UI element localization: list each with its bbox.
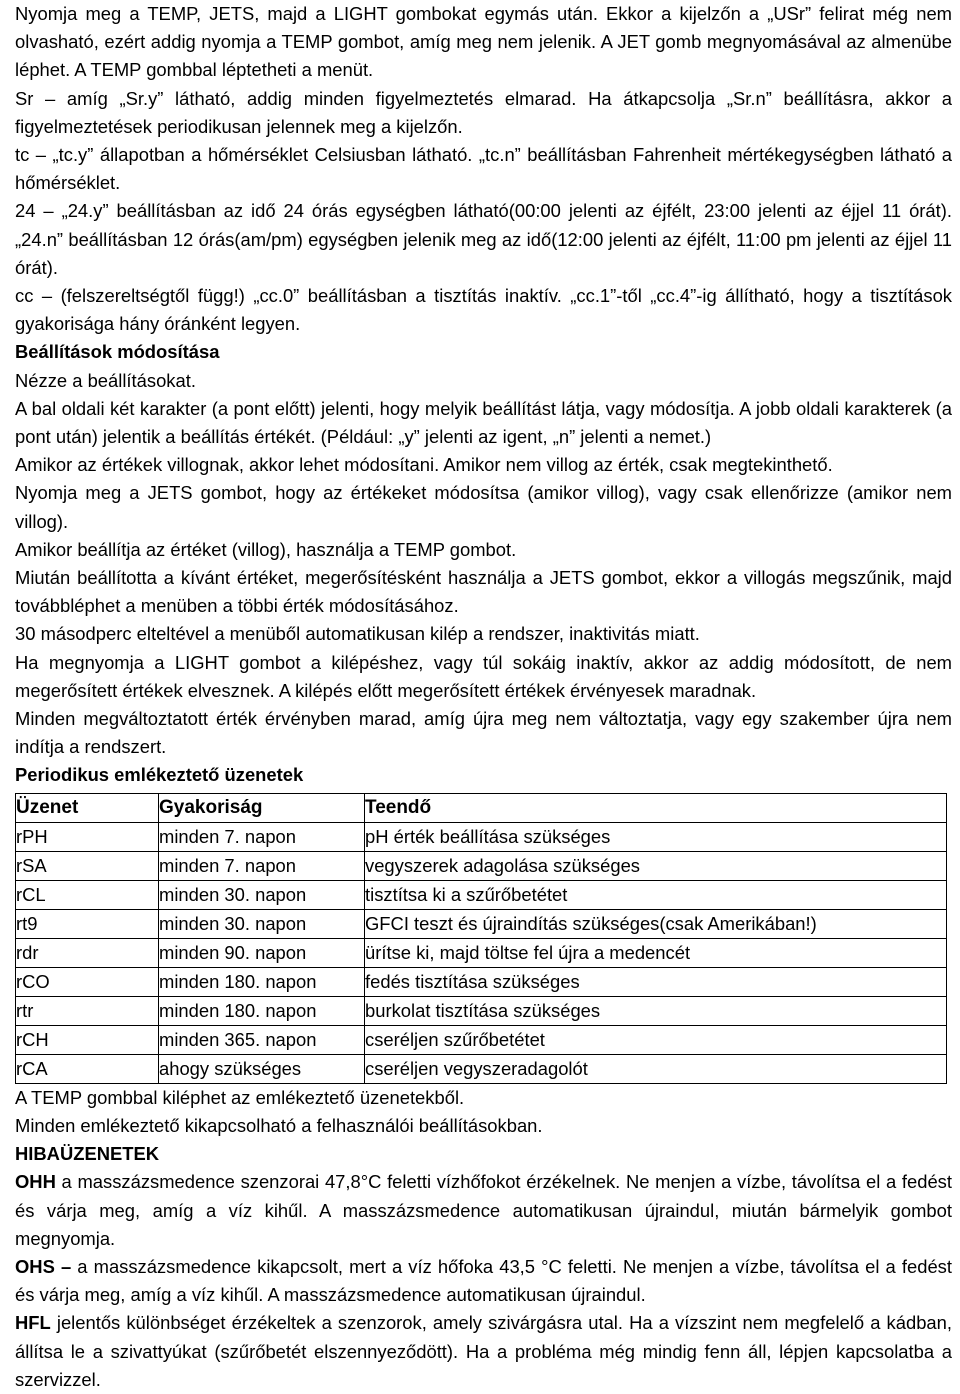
settings-paragraph: Ha megnyomja a LIGHT gombot a kilépéshez, vagy túl sokáig inaktív, akkor az addig módosított, de nem megerősített értékek elvesznek. A kilépés előtt megerősített értékek érvényesek maradnak. bbox=[15, 651, 952, 701]
setting-sr-paragraph: Sr – amíg „Sr.y” látható, addig minden figyelmeztetés elmarad. Ha átkapcsolja „Sr.n” beállításra, akkor a figyelmeztetések periodikusan jelennek meg a kijelzőn. bbox=[15, 87, 952, 137]
message-code: rPH bbox=[16, 822, 159, 851]
error-hfl-text: jelentős különbséget érzékeltek a szenzorok, amely szivárgásra utal. Ha a vízszint nem megfelelő a kádban, állítsa le a szivattyúkat (szűrőbetét elszennyeződött). Ha a probléma még mindig fenn áll, lépjen kapcsolatba a szervizzel. bbox=[15, 1312, 952, 1390]
settings-paragraph: Amikor az értékek villognak, akkor lehet módosítani. Amikor nem villog az érték, csak megtekinthető. bbox=[15, 454, 833, 476]
reminders-table bbox=[15, 793, 947, 1084]
error-ohs-paragraph bbox=[15, 1253, 952, 1309]
error-code-ohs: OHS – bbox=[15, 1255, 72, 1277]
settings-paragraph: Minden megváltoztatott érték érvényben marad, amíg újra meg nem változtatja, vagy egy szakember újra nem indítja a rendszert. bbox=[15, 708, 952, 758]
action: tisztítsa ki a szűrőbetétet bbox=[365, 880, 947, 909]
table-row bbox=[16, 851, 947, 880]
table-row bbox=[16, 938, 947, 967]
setting-cc-paragraph: cc – (felszereltségtől függ!) „cc.0” beállításban a tisztítás inaktív. „cc.1”-től „cc.4”-ig állítható, hogy a tisztítások gyakorisága hány óránként legyen. bbox=[15, 285, 952, 335]
settings-paragraph: Nyomja meg a JETS gombot, hogy az értékeket módosítsa (amikor villog), vagy csak ellenőrizze (amikor nem villog). bbox=[15, 482, 952, 532]
column-header: Üzenet bbox=[16, 793, 159, 822]
action: fedés tisztítása szükséges bbox=[365, 967, 947, 996]
action: ürítse ki, majd töltse fel újra a medencét bbox=[365, 938, 947, 967]
message-code: rdr bbox=[16, 938, 159, 967]
column-header: Gyakoriság bbox=[159, 793, 365, 822]
reminders-exit-note: A TEMP gombbal kiléphet az emlékeztető üzenetekből. bbox=[15, 1086, 465, 1108]
action: cseréljen vegyszeradagolót bbox=[365, 1054, 947, 1083]
error-code-ohh: OHH bbox=[15, 1171, 56, 1193]
table-row bbox=[16, 1054, 947, 1083]
settings-paragraph: Nézze a beállításokat. bbox=[15, 369, 196, 391]
frequency: minden 180. napon bbox=[159, 967, 365, 996]
settings-paragraph: Miután beállította a kívánt értéket, megerősítésként használja a JETS gombot, ekkor a villogás megszűnik, majd továbbléphet a menüben a többi érték módosításához. bbox=[15, 567, 952, 617]
settings-paragraph: Amikor beállítja az értéket (villog), használja a TEMP gombot. bbox=[15, 538, 517, 560]
table-row bbox=[16, 880, 947, 909]
message-code: rCO bbox=[16, 967, 159, 996]
frequency: minden 180. napon bbox=[159, 996, 365, 1025]
message-code: rtr bbox=[16, 996, 159, 1025]
reminders-heading: Periodikus emlékeztető üzenetek bbox=[15, 764, 304, 786]
frequency: minden 30. napon bbox=[159, 880, 365, 909]
errors-heading: HIBAÜZENETEK bbox=[15, 1143, 160, 1165]
setting-tc-paragraph: tc – „tc.y” állapotban a hőmérséklet Celsiusban látható. „tc.n” beállításban Fahrenheit mértékegységben látható a hőmérséklet. bbox=[15, 144, 952, 194]
error-code-hfl: HFL bbox=[15, 1312, 51, 1334]
action: vegyszerek adagolása szükséges bbox=[365, 851, 947, 880]
frequency: minden 30. napon bbox=[159, 909, 365, 938]
message-code: rt9 bbox=[16, 909, 159, 938]
message-code: rCL bbox=[16, 880, 159, 909]
frequency: ahogy szükséges bbox=[159, 1054, 365, 1083]
table-row bbox=[16, 1025, 947, 1054]
action: cseréljen szűrőbetétet bbox=[365, 1025, 947, 1054]
error-ohh-paragraph bbox=[15, 1168, 952, 1253]
message-code: rCH bbox=[16, 1025, 159, 1054]
column-header: Teendő bbox=[365, 793, 947, 822]
error-ohs-text: a masszázsmedence kikapcsolt, mert a víz hőfoka 43,5 °C feletti. Ne menjen a vízbe, távolítsa el a fedést és várja meg, amíg a víz kihűl. A masszázsmedence automatikusan újraindul. bbox=[15, 1255, 952, 1306]
error-hfl-paragraph bbox=[15, 1309, 952, 1394]
table-header-row bbox=[16, 793, 947, 822]
settings-paragraph: A bal oldali két karakter (a pont előtt) jelenti, hogy melyik beállítást látja, vagy módosítja. A jobb oldali karakterek (a pont után) jelentik a beállítás értékét. (Például: „y” jelenti az igent, „n” jelenti a nemet.) bbox=[15, 397, 952, 448]
intro-paragraph: Nyomja meg a TEMP, JETS, majd a LIGHT gombokat egymás után. Ekkor a kijelzőn a „USr” felirat még nem olvasható, ezért addig nyomja a TEMP gombot, amíg meg nem jelenik. A JET gomb megnyomásával az almenübe léphet. A TEMP gombbal léptetheti a menüt. bbox=[15, 3, 952, 81]
frequency: minden 7. napon bbox=[159, 851, 365, 880]
setting-24-paragraph: 24 – „24.y” beállításban az idő 24 órás egységben látható(00:00 jelenti az éjfélt, 23:00 jelenti az éjjel 11 órát). „24.n” beállításban 12 órás(am/pm) egységben jelenik meg az idő(12:00 jelenti az éjfélt, 11:00 pm jelenti az éjjel 11 órát). bbox=[15, 200, 952, 278]
table-row bbox=[16, 996, 947, 1025]
settings-paragraph: 30 másodperc elteltével a menüből automatikusan kilép a rendszer, inaktivitás miatt. bbox=[15, 623, 700, 645]
action: GFCI teszt és újraindítás szükséges(csak Amerikában!) bbox=[365, 909, 947, 938]
frequency: minden 90. napon bbox=[159, 938, 365, 967]
table-row bbox=[16, 822, 947, 851]
error-ohh-text: a masszázsmedence szenzorai 47,8°C feletti vízhőfokot érzékelnek. Ne menjen a vízbe, távolítsa el a fedést és várja meg, amíg a víz kihűl. A masszázsmedence automatikusan újraindul, miután bármelyik gombot megnyomja. bbox=[15, 1171, 952, 1249]
table-row bbox=[16, 967, 947, 996]
frequency: minden 7. napon bbox=[159, 822, 365, 851]
reminders-disable-note: Minden emlékeztető kikapcsolható a felhasználói beállításokban. bbox=[15, 1114, 543, 1136]
message-code: rCA bbox=[16, 1054, 159, 1083]
action: pH érték beállítása szükséges bbox=[365, 822, 947, 851]
message-code: rSA bbox=[16, 851, 159, 880]
action: burkolat tisztítása szükséges bbox=[365, 996, 947, 1025]
frequency: minden 365. napon bbox=[159, 1025, 365, 1054]
settings-heading: Beállítások módosítása bbox=[15, 341, 220, 363]
table-row bbox=[16, 909, 947, 938]
